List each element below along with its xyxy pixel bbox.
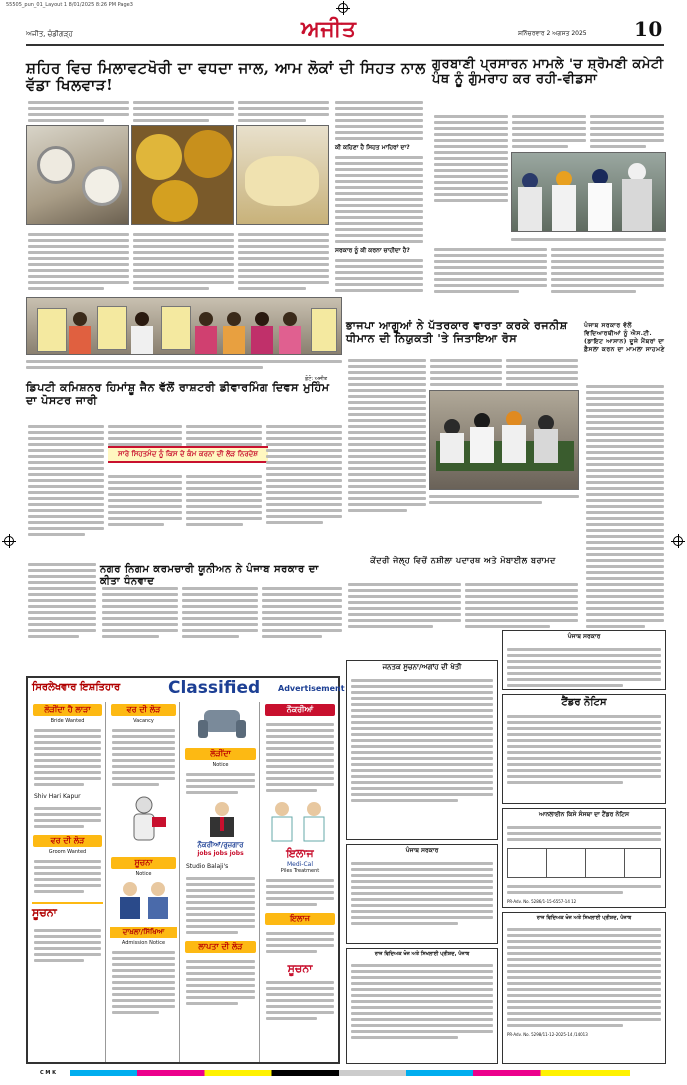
right-col-text [584,382,666,631]
school-edu-title-2: ਰਾਜ ਵਿਦਿਅਕ ਖੋਜ ਅਤੇ ਸਿਖਲਾਈ ਪ੍ਰੀਸ਼ਦ, ਪੰਜਾਬ [536,915,632,921]
classified-sub-3: Notice [212,762,229,768]
cmyk-label: C M K [40,1070,57,1076]
adulteration-subhead-2: ਸਰਕਾਰ ਨੂੰ ਕੀ ਕਰਨਾ ਚਾਹੀਦਾ ਹੈ? [335,247,410,254]
nagar-col-left [26,560,98,641]
classified-header-7: ਸੂਚਨਾ [111,857,176,869]
masthead-place: ਅਜੀਤ, ਚੰਡੀਗੜ੍ਹ [26,30,73,38]
person-figure-icon [108,791,180,851]
dc-col-3b [184,472,264,529]
online-tender-table [507,848,661,878]
registration-mark-left [4,536,14,546]
school-edu-notice [346,948,498,1064]
classified-header-1: ਲੋੜੀਂਦਾ ਹੈ ਲਾੜਾ [33,704,102,716]
right-column-title: ਪੰਜਾਬ ਸਰਕਾਰ ਵੱਲੋਂ ਵਿਦਿਆਰਥੀਆਂ ਨੂੰ ਐਸ.ਟੀ. (ਡਾਇਟ ਆਸਾਨ) ਦੂਜੇ ਮੈਂਬਰਾਂ ਦਾ ਫ਼ੈਸਲਾ ਕਰਨ ਦਾ ਮਾਮਲਾ ਸਾਹਮਣੇ [584,322,665,354]
businessman-icon [182,799,260,837]
tender-notice-title: ਟੈਂਡਰ ਨੋਟਿਸ [561,697,607,708]
classified-header-10: ਲਾਪਤਾ ਦੀ ਲੋੜ [185,941,256,953]
gurbani-col-3 [588,112,666,151]
classified-col-2 [108,702,180,1062]
dc-col-2b [106,472,184,529]
photo-poster-release [26,297,342,355]
adulteration-col-2 [131,98,236,125]
gurbani-col-2 [510,112,588,151]
adulteration-col-3 [236,98,331,125]
jail-headline: ਕੇਂਦਰੀ ਜੇਲ੍ਹ ਵਿਚੋਂ ਨਸ਼ੀਲਾ ਪਦਾਰਥ ਅਤੇ ਮੋਬਾਈਲ ਬਰਾਮਦ [370,555,556,565]
adulteration-col-1 [26,98,131,125]
classified-sub-2: Vacancy [133,718,154,724]
adulteration-col-4 [333,98,425,295]
masthead-date: ਸ਼ਨਿੱਚਰਵਾਰ 2 ਅਗਸਤ 2025 [518,30,587,37]
ilaj-en: Medi-Cal [286,861,314,868]
gurbani-col-4 [432,245,549,296]
classified-section [26,676,345,1064]
poster-caption [26,357,342,372]
photo-flour [236,125,329,225]
classified-header-4: ਨੌਕਰੀਆਂ [265,704,335,716]
school-edu-pr: PR-Adv. No. 5298/11-12-2025-14 /14013 [507,1032,588,1037]
nagar-headline: ਨਗਰ ਨਿਗਮ ਕਰਮਚਾਰੀ ਯੂਨੀਅਨ ਨੇ ਪੰਜਾਬ ਸਰਕਾਰ ਦਾ ਕੀਤਾ ਧੰਨਵਾਦ [100,564,319,587]
school-edu-title: ਰਾਜ ਵਿਦਿਅਕ ਖੋਜ ਅਤੇ ਸਿਖਲਾਈ ਪ੍ਰੀਸ਼ਦ, ਪੰਜਾਬ [374,951,470,957]
dc-col-2 [106,422,184,449]
dc-headline: ਡਿਪਟੀ ਕਮਿਸ਼ਨਰ ਹਿਮਾਂਸ਼ੂ ਜੈਨ ਵੱਲੋਂ ਰਾਸ਼ਟਰੀ ਡੀਵਾਰਮਿੰਗ ਦਿਵਸ ਮੁਹਿੰਮ ਦਾ ਪੋਸਟਰ ਜਾਰੀ [26,381,330,407]
online-tender-title: ਆਨਲਾਈਨ ਕਿਸੇ ਸੰਸਥਾ ਦਾ ਟੈਂਡਰ ਨੋਟਿਸ [538,811,630,818]
gurbani-col-1 [432,112,510,205]
classified-header-6: ਵਰ ਦੀ ਲੋੜ [33,835,102,847]
photo-milk-containers [26,125,129,225]
adulteration-col-1b [26,230,131,293]
nagar-col-2 [180,584,260,641]
doctors-icon [262,797,338,843]
public-notice-box [346,660,498,840]
classified-header-2: ਵਰ ਦੀ ਲੋੜ [111,704,176,716]
online-tender-pr: PR-Adv. No. 5286/1-15-6557-14 12 [507,899,577,904]
public-notice-title: ਜਨਤਕ ਸੂਚਨਾ/ਅਗਾਂਹ ਦੀ ਖੇਤੀ [382,663,462,671]
classified-sub-6: Admission Notice [121,940,166,946]
classified-header-11: ਸੂਚਨਾ [287,962,313,975]
bjp-headline: ਭਾਜਪਾ ਆਗੂਆਂ ਨੇ ਪੱਤਰਕਾਰ ਵਾਰਤਾ ਕਰਕੇ ਰਜਨੀਸ਼ ਧੀਮਾਨ ਦੀ ਨਿਯੁਕਤੀ 'ਤੇ ਜਿਤਾਇਆ ਰੋਸ [346,319,568,345]
jobs-text: ਨੌਕਰੀਆਂ/ਰੁਜ਼ਗਾਰ [197,841,244,849]
masthead-logo: ਅਜੀਤ [301,16,357,42]
punjab-govt-notice [502,630,666,690]
jail-col-2 [463,580,580,631]
classified-title-en: Classified [168,678,261,698]
online-tender-box [502,808,666,908]
school-edu-notice-2 [502,912,666,1064]
photo-spice-bowls [131,125,234,225]
classified-header-9: ਇਲਾਜ [265,913,335,925]
page-number: 10 [634,17,663,41]
adulteration-subhead: ਕੀ ਕਹਿਣਾ ਹੈ ਸਿਹਤ ਮਾਹਿਰਾਂ ਦਾ? [335,144,410,151]
masthead [26,16,664,46]
classified-col-3 [182,702,260,1062]
gurbani-col-5 [549,245,666,296]
punjab-govt-title: ਪੰਜਾਬ ਸਰਕਾਰ [567,633,601,640]
adulteration-col-3b [236,230,331,293]
print-slug: 55505_pun_01_Layout 1 8/01/2025 8:26 PM Page3 [6,2,133,8]
classified-col-1 [30,702,106,1062]
adulteration-headline: ਸ਼ਹਿਰ ਵਿਚ ਮਿਲਾਵਟਖੋਰੀ ਦਾ ਵਧਦਾ ਜਾਲ, ਆਮ ਲੋਕਾਂ ਦੀ ਸਿਹਤ ਨਾਲ ਵੱਡਾ ਖਿਲਵਾੜ! [26,59,426,95]
cmyk-color-bar [70,1070,630,1076]
classified-sub-1: Bride Wanted [50,718,85,724]
gurbani-caption [511,235,666,244]
registration-mark-right [673,536,683,546]
photo-press-meet [511,152,666,232]
photo-credit: ਫ਼ੋਟੋ: ਅਜੀਤ [305,376,328,382]
classified-notice-big: ਸੂਚਨਾ [32,902,103,920]
tender-notice-box [502,694,666,804]
classified-sub-5: Notice [135,871,152,877]
dc-col-3 [184,422,264,449]
classified-sub-4: Groom Wanted [48,849,87,855]
adulteration-col-2b [131,230,236,293]
classified-title-en2: Advertisement [278,684,345,693]
classified-title-pa: ਸਿਰਲੇਖਵਾਰ ਇਸ਼ਤਿਹਾਰ [32,682,121,693]
bjp-col-1 [346,356,428,515]
nagar-col-1 [100,584,180,641]
two-persons-icon [108,877,180,921]
jobs-en: jobs jobs jobs [197,850,244,857]
dc-col-1 [26,422,106,539]
dc-pullquote: ਸਾਰੇ ਸਿਹਤਮੰਦ ਨੂੰ ਕਿਸ ਦੇ ਕੰਮ ਕਰਨਾ ਦੀ ਲੋੜ ਨਿਰਦੇਸ਼ [108,446,268,463]
bjp-col-3 [504,356,580,389]
photo-bjp-leaders [429,390,579,490]
classified-header-8: ਦਾਖ਼ਲਾ/ਸਿੱਖਿਆ [110,927,177,938]
classified-col-4 [262,702,338,1062]
armchair-icon [182,702,260,742]
groom-name: Shiv Hari Kapur [34,793,81,800]
bjp-caption [429,492,579,507]
job-studio: Studio Balaji's [186,863,229,870]
bjp-col-2 [428,356,504,389]
jail-col-1 [346,580,463,631]
ilaj-text: ਇਲਾਜ [286,847,314,860]
nagar-col-3 [260,584,344,641]
classified-sub-7: Piles Treatment [280,868,320,874]
gurbani-headline: ਗੁਰਬਾਣੀ ਪ੍ਰਸਾਰਨ ਮਾਮਲੇ 'ਚ ਸ਼੍ਰੋਮਣੀ ਕਮੇਟੀ ਪੰਥ ਨੂੰ ਗੁੰਮਰਾਹ ਕਰ ਰਹੀ-ਵੀਡਸਾ [432,57,664,87]
punjab-govt-title-2: ਪੰਜਾਬ ਸਰਕਾਰ [405,847,439,854]
dc-col-4 [264,422,344,527]
classified-header-3: ਲੋੜੀਂਦਾ [185,748,256,760]
punjab-govt-notice-2 [346,844,498,944]
registration-mark-top [338,3,348,13]
